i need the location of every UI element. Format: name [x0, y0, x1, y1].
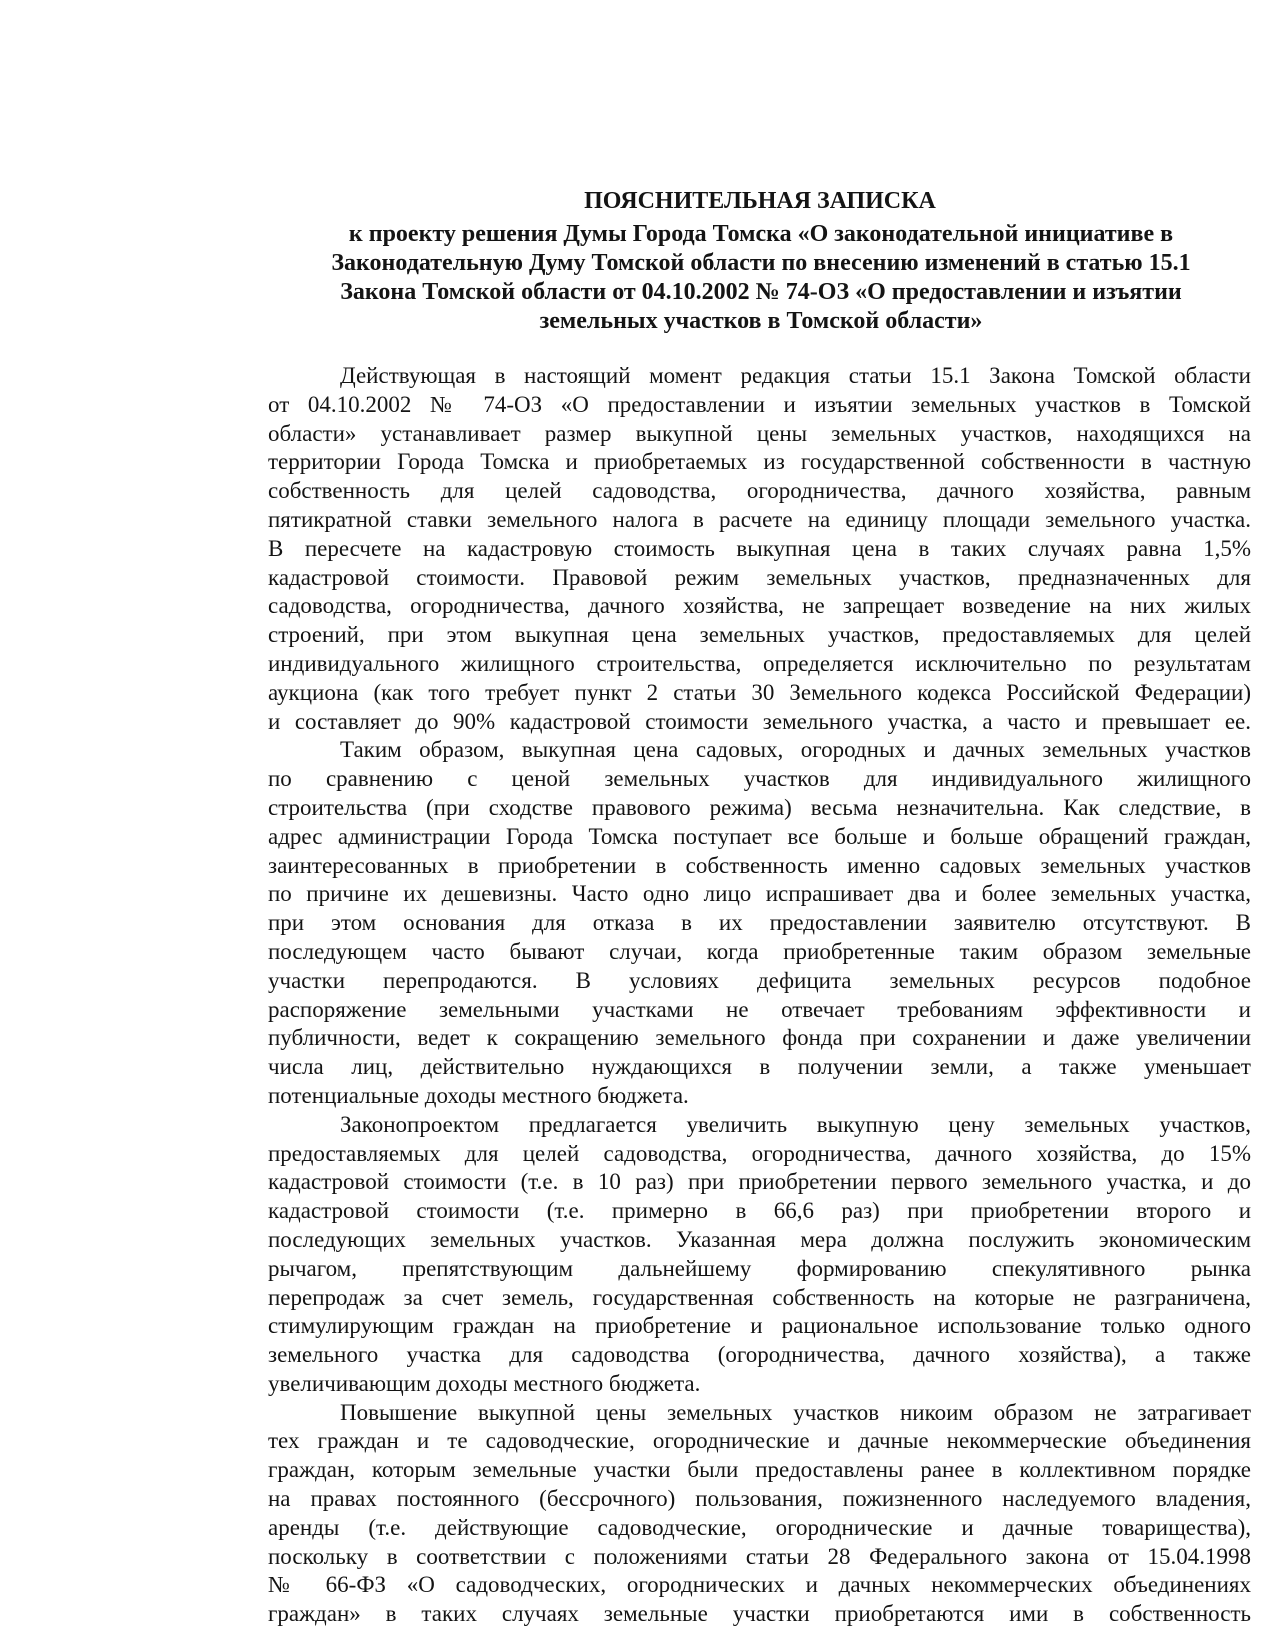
text-line: индивидуального жилищного строительства, определяется исключительно по результатам — [268, 650, 1251, 676]
text-line: увеличивающим доходы местного бюджета. — [268, 1370, 701, 1396]
document-title: ПОЯСНИТЕЛЬНАЯ ЗАПИСКА — [584, 188, 936, 214]
text-line: предоставляемых для целей садоводства, огородничества, дачного хозяйства, до 15% — [268, 1140, 1251, 1166]
text-line: участки перепродаются. В условиях дефицита земельных ресурсов подобное — [268, 967, 1251, 993]
text-line: по причине их дешевизны. Часто одно лицо испрашивает два и более земельных участка, — [268, 881, 1251, 907]
paragraph-4 — [268, 1399, 1251, 1629]
text-line: аукциона (как того требует пункт 2 статьи 30 Земельного кодекса Российской Федерации) — [268, 679, 1251, 705]
text-line: стимулирующим граждан на приобретение и рациональное использование только одного — [268, 1313, 1251, 1339]
text-line: потенциальные доходы местного бюджета. — [268, 1082, 689, 1108]
text-line: адрес администрации Города Томска поступает все больше и больше обращений граждан, — [268, 823, 1251, 849]
text-line: тех граждан и те садоводческие, огороднические и дачные некоммерческие объединения — [268, 1428, 1251, 1454]
text-line: пятикратной ставки земельного налога в расчете на единицу площади земельного участка. — [268, 506, 1251, 532]
text-line: поскольку в соответствии с положениями статьи 28 Федерального закона от 15.04.1998 — [268, 1543, 1251, 1569]
text-line: строительства (при сходстве правового режима) весьма незначительна. Как следствие, в — [268, 794, 1251, 820]
text-line: граждан» в таких случаях земельные участки приобретаются ими в собственность — [268, 1601, 1251, 1627]
subtitle-line: земельных участков в Томской области» — [539, 308, 983, 334]
text-line: последующем часто бывают случаи, когда приобретенные таким образом земельные — [268, 938, 1251, 964]
paragraph-2 — [268, 736, 1251, 1110]
document-body — [268, 362, 1251, 1629]
text-line: территории Города Томска и приобретаемых из государственной собственности в частную — [268, 449, 1251, 475]
text-line: публичности, ведет к сокращению земельного фонда при сохранении и даже увеличении — [268, 1025, 1251, 1051]
text-line: В пересчете на кадастровую стоимость выкупная цена в таких случаях равна 1,5% — [268, 535, 1251, 561]
text-line: числа лиц, действительно нуждающихся в получении земли, а также уменьшает — [268, 1054, 1251, 1080]
text-line: кадастровой стоимости. Правовой режим земельных участков, предназначенных для — [268, 564, 1251, 590]
text-line: на правах постоянного (бессрочного) пользования, пожизненного наследуемого владения, — [268, 1486, 1251, 1512]
text-line: граждан, которым земельные участки были предоставлены ранее в коллективном порядке — [268, 1457, 1251, 1483]
subtitle-line: к проекту решения Думы Города Томска «О законодательной инициативе в — [348, 221, 1174, 247]
text-line: последующих земельных участков. Указанная мера должна послужить экономическим — [268, 1226, 1251, 1252]
text-line: по сравнению с ценой земельных участков для индивидуального жилищного — [268, 766, 1251, 792]
text-line: кадастровой стоимости (т.е. примерно в 66,6 раз) при приобретении второго и — [268, 1198, 1251, 1224]
text-line: Законопроектом предлагается увеличить выкупную цену земельных участков, — [340, 1111, 1251, 1137]
text-line: № 66-ФЗ «О садоводческих, огороднических и дачных некоммерческих объединениях — [268, 1572, 1251, 1598]
subtitle-line: Законодательную Думу Томской области по внесению изменений в статью 15.1 — [331, 250, 1191, 276]
text-line: Действующая в настоящий момент редакция статьи 15.1 Закона Томской области — [340, 363, 1251, 388]
text-line: при этом основания для отказа в их предоставлении заявителю отсутствуют. В — [268, 910, 1251, 936]
paragraph-3 — [268, 1111, 1251, 1399]
text-line: перепродаж за счет земель, государственная собственность на которые не разграничена, — [268, 1284, 1251, 1310]
document-subtitle — [296, 220, 1226, 336]
text-line: кадастровой стоимости (т.е. в 10 раз) при приобретении первого земельного участка, и до — [268, 1169, 1251, 1195]
text-line: собственность для целей садоводства, огородничества, дачного хозяйства, равным — [268, 478, 1251, 504]
text-line: заинтересованных в приобретении в собственность именно садовых земельных участков — [268, 852, 1251, 878]
paragraph-1 — [268, 362, 1251, 736]
text-line: распоряжение земельными участками не отвечает требованиям эффективности и — [268, 996, 1251, 1022]
subtitle-line: Закона Томской области от 04.10.2002 № 74-ОЗ «О предоставлении и изъятии — [340, 279, 1182, 305]
text-line: строений, при этом выкупная цена земельных участков, предоставляемых для целей — [268, 622, 1251, 648]
text-line: рычагом, препятствующим дальнейшему формированию спекулятивного рынка — [268, 1255, 1251, 1281]
text-line: и составляет до 90% кадастровой стоимости земельного участка, а часто и превышает ее. — [268, 708, 1251, 734]
text-line: садоводства, огородничества, дачного хозяйства, не запрещает возведение на них жилых — [268, 593, 1251, 619]
text-line: от 04.10.2002 № 74-ОЗ «О предоставлении и изъятии земельных участков в Томской — [268, 391, 1251, 417]
text-line: земельного участка для садоводства (огородничества, дачного хозяйства), а также — [268, 1342, 1251, 1368]
text-line: Повышение выкупной цены земельных участков никоим образом не затрагивает — [340, 1399, 1251, 1425]
text-line: аренды (т.е. действующие садоводческие, огороднические и дачные товарищества), — [268, 1514, 1251, 1540]
text-line: Таким образом, выкупная цена садовых, огородных и дачных земельных участков — [340, 737, 1251, 763]
text-line: области» устанавливает размер выкупной цены земельных участков, находящихся на — [268, 420, 1251, 446]
